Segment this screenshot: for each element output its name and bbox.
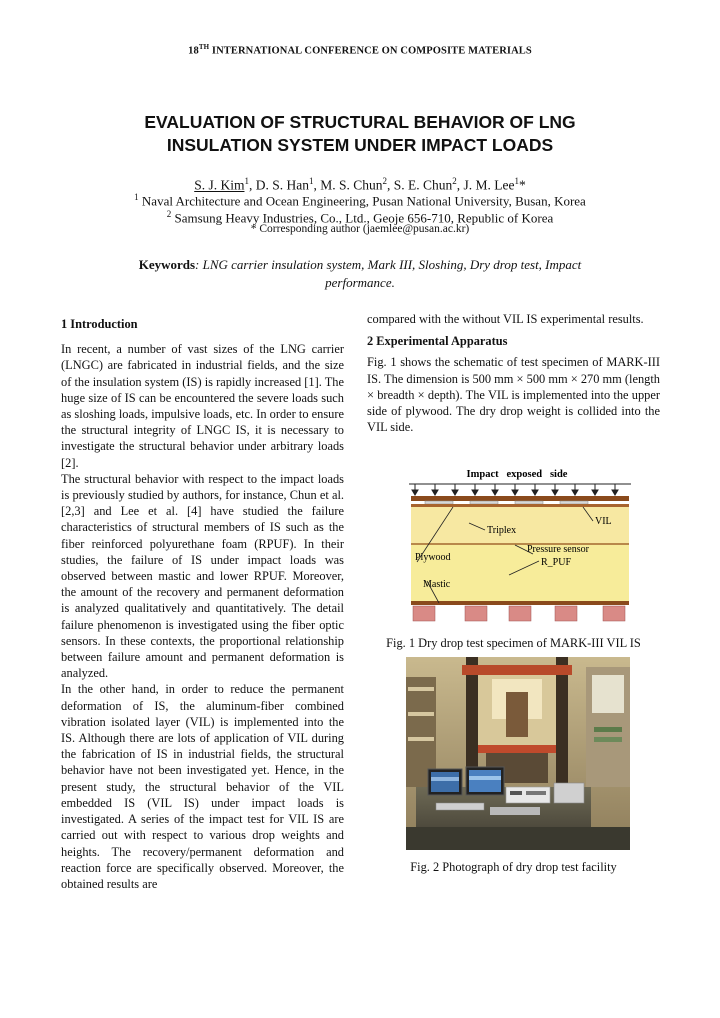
intro-paragraph-2: The structural behavior with respect to the impact loads is previously studied by authors, for instance, Chun et al. [2,3] and Lee et al. [4] have studied the failure characteristics of structural members of IS such as the fiber reinforced polyurethane foam (RPUF). In their studies, the failure of IS under impact loads was observed between mastic and lower RPUF. Moreover, the amount of the recovery and permanent deformation is analyzed qualitatively and quantitatively. The detail failure phenomenon is investigated using the fiber optic sensors. In these contexts, the proportional relationship between failure amount and permanent deformation is analyzed.: [61, 471, 344, 681]
figure-1-schematic: [405, 463, 637, 625]
affiliation-2: $^2$ Samsung Heavy Industries, Co., Ltd., Geoje 656-710, Republic of Korea: [166, 209, 554, 226]
title-line-2: INSULATION SYSTEM UNDER IMPACT LOADS: [166, 135, 554, 155]
figure-1-caption: Fig. 1 Dry drop test specimen of MARK-III VIL IS: [386, 636, 641, 650]
section-heading-introduction: 1 Introduction: [61, 317, 138, 331]
impact-side-label: Impact exposed side: [466, 469, 568, 480]
support-block: [413, 606, 435, 621]
corresponding-author: * Corresponding author (jaemlee@pusan.ac.kr): [250, 223, 470, 235]
right-column: [367, 311, 660, 435]
label-vil: VIL: [595, 516, 612, 527]
label-rpuf: R_PUF: [541, 557, 572, 568]
section-heading-apparatus: 2 Experimental Apparatus: [367, 334, 508, 349]
top-board: [411, 496, 629, 501]
apparatus-paragraph: Fig. 1 shows the schematic of test specimen of MARK-III IS. The dimension is 500 mm × 500 mm × 270 mm (length × breadth × depth). The VIL is implemented into the upper side of plywood. The dry drop weight is collided into the VIL side.: [367, 355, 660, 435]
keywords: Keywords: LNG carrier insulation system, Mark III, Sloshing, Dry drop test, Impact performance.: [138, 257, 582, 290]
label-plywood: Plywood: [415, 552, 451, 563]
intro-paragraph-1: In recent, a number of vast sizes of the LNG carrier (LNGC) are fabricated in industrial fields, and the size of the insulation system (IS) is rapidly increased [1]. The huge size of IS can be encountered the severe loads such as sloshing loads, impulsive loads, etc. In order to ensure the structural integrity of LNGC IS, it is necessary to investigate the structural behavior under arbitrary loads [2].: [61, 342, 344, 470]
intro-paragraph-3: In the other hand, in order to reduce the permanent deformation of IS, the aluminum-fiber combined vibration isolated layer (VIL) is implemented into the IS. Although there are lots of application of VIL during the fabrication of IS in industrial fields, the structural behavior have not been investigated yet. Hence, in the present study, the structural behavior of the VIL embedded IS (VIL IS) under impact loads is investigated. A series of the impact test for VIL IS are carried out with respect to various drop weights and heights. The recovery/permanent deformation and reaction force are specifically observed. Moreover, the obtained results are: [61, 682, 344, 891]
figure-2-photo: [406, 657, 630, 850]
paper-title: [80, 111, 640, 157]
left-column: [61, 316, 344, 892]
affiliation-1: $^1$ Naval Architecture and Ocean Engineering, Pusan National University, Busan, Korea: [134, 192, 586, 209]
continued-paragraph: compared with the without VIL IS experimental results.: [367, 312, 644, 326]
label-pressure-sensor: Pressure sensor: [527, 544, 589, 555]
conference-header: 18TH INTERNATIONAL CONFERENCE ON COMPOSITE MATERIALS: [188, 43, 532, 57]
author-list: S. J. Kim$^1$, D. S. Han$^1$, M. S. Chun$^2$, S. E. Chun$^2$, J. M. Lee$^1$*: [194, 176, 526, 193]
label-mastic: Mastic: [423, 579, 451, 590]
title-line-1: EVALUATION OF STRUCTURAL BEHAVIOR OF LNG: [144, 112, 576, 132]
figure-2-caption: Fig. 2 Photograph of dry drop test facility: [410, 860, 617, 874]
impact-arrows: [409, 484, 631, 495]
label-triplex: Triplex: [487, 525, 517, 536]
